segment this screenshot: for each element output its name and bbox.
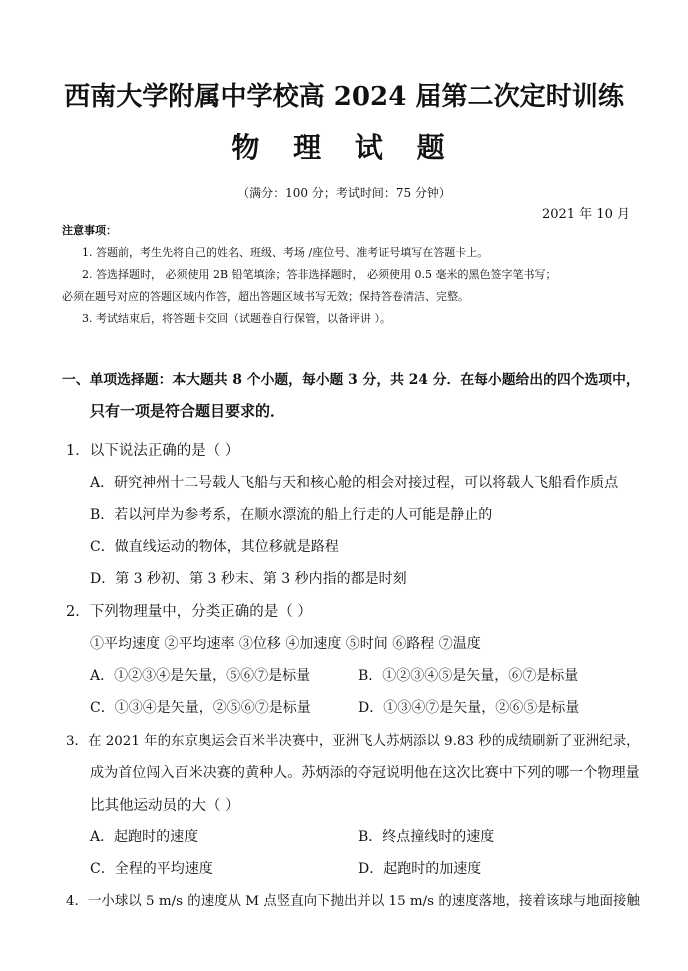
question-option: B．若以河岸为参考系，在顺水漂流的船上行走的人可能是静止的	[90, 507, 493, 523]
section-heading: 一、单项选择题：本大题共 8 个小题，每小题 3 分，共 24 分．在每小题给出的四个选项中，	[62, 372, 640, 388]
question-option: D．①③④⑦是矢量，②⑥⑤是标量	[358, 700, 580, 716]
question-items: ①平均速度 ②平均速率 ③位移 ④加速度 ⑤时间 ⑥路程 ⑦温度	[90, 636, 481, 652]
exam-meta: （满分：100 分；考试时间：75 分钟）	[237, 186, 451, 200]
question-stem: 2．下列物理量中，分类正确的是（ ）	[66, 604, 312, 620]
notice-line: 1. 答题前，考生先将自己的姓名、班级、考场 /座位号、准考证号填写在答题卡上。	[82, 246, 489, 259]
question-stem: 4．一小球以 5 m/s 的速度从 M 点竖直向下抛出并以 15 m/s 的速度落地，接着该球与地面接触	[66, 894, 640, 909]
question-option: C．做直线运动的物体，其位移就是路程	[90, 539, 339, 555]
question-stem: 成为首位闯入百米决赛的黄种人。苏炳添的夺冠说明他在这次比赛中下列的哪一个物理量	[90, 765, 640, 781]
notice-line: 2. 答选择题时， 必须使用 2B 铅笔填涂；答非选择题时， 必须使用 0.5 毫米的黑色签字笔书写；	[82, 268, 557, 281]
question-option: C．全程的平均速度	[90, 861, 213, 877]
notice-line: 必须在题号对应的答题区域内作答，超出答题区域书写无效；保持答卷清洁、完整。	[62, 290, 469, 303]
question-option: C．①③④是矢量，②⑤⑥⑦是标量	[90, 700, 311, 716]
question-option: A．研究神州十二号载人飞船与天和核心舱的相会对接过程，可以将载人飞船看作质点	[90, 475, 619, 491]
exam-date: 2021 年 10 月	[541, 207, 630, 222]
question-stem: 3．在 2021 年的东京奥运会百米半决赛中，亚洲飞人苏炳添以 9.83 秒的成绩刷新了亚洲纪录，	[66, 734, 640, 749]
question-option: A．起跑时的速度	[90, 829, 199, 845]
question-stem: 比其他运动员的大（ ）	[90, 798, 240, 814]
question-stem: 1．以下说法正确的是（ ）	[66, 443, 240, 459]
question-option: A．①②③④是矢量，⑤⑥⑦是标量	[90, 668, 311, 684]
question-option: D．起跑时的加速度	[358, 861, 482, 877]
exam-subject: 物 理 试 题	[231, 131, 457, 164]
question-option: D．第 3 秒初、第 3 秒末、第 3 秒内指的都是时刻	[90, 571, 407, 587]
exam-title: 西南大学附属中学校高 2024 届第二次定时训练	[64, 82, 624, 112]
question-option: B．①②③④⑤是矢量，⑥⑦是标量	[358, 668, 579, 684]
notice-line: 3. 考试结束后，将答题卡交回（试题卷自行保管，以备评讲 ）。	[82, 312, 391, 325]
section-heading-cont: 只有一项是符合题目要求的．	[90, 402, 286, 420]
question-option: B．终点撞线时的速度	[358, 829, 495, 845]
notice-title: 注意事项：	[62, 224, 117, 237]
